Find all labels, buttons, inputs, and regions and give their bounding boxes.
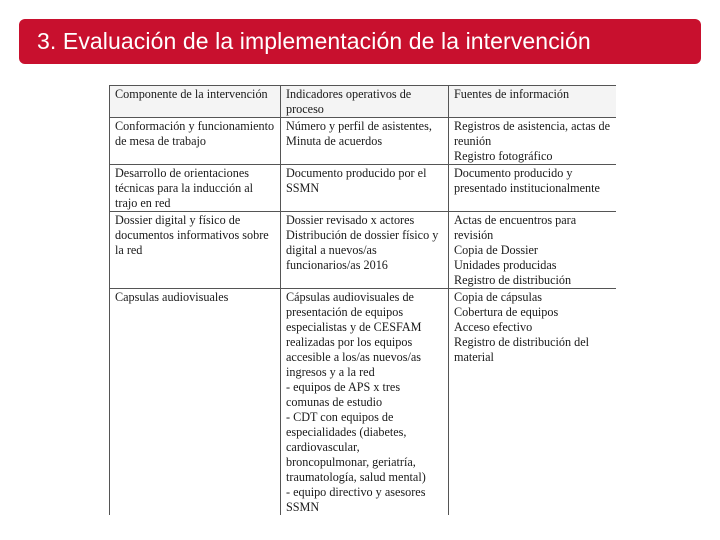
table-row	[110, 289, 617, 516]
slide-title: 3. Evaluación de la implementación de la intervención	[37, 28, 591, 54]
cell-component: Dossier digital y físico de documentos informativos sobre la red	[110, 212, 281, 289]
evaluation-table	[109, 85, 616, 515]
source-line: Registro de distribución	[454, 273, 572, 287]
slide-title-bar	[19, 19, 701, 64]
evaluation-table-container	[109, 85, 616, 515]
header-sources: Fuentes de información	[449, 86, 617, 118]
source-line: Unidades producidas	[454, 258, 557, 272]
indicator-line: - CDT con equipos de especialidades (diabetes, cardiovascular, broncopulmonar, geriatría, traumatología, salud mental)	[286, 410, 426, 484]
indicator-line: - equipos de APS x tres comunas de estudio	[286, 380, 401, 409]
cell-sources	[449, 289, 617, 516]
source-line: Documento producido y presentado institucionalmente	[454, 166, 600, 195]
cell-indicators	[281, 212, 449, 289]
cell-sources	[449, 165, 617, 212]
source-line: Actas de encuentros para revisión	[454, 213, 577, 242]
cell-component: Desarrollo de orientaciones técnicas para la inducción al trajo en red	[110, 165, 281, 212]
indicator-line: Distribución de dossier físico y digital a nuevos/as funcionarios/as 2016	[286, 228, 439, 272]
indicator-line: Minuta de acuerdos	[286, 134, 383, 148]
cell-indicators	[281, 118, 449, 165]
cell-component: Conformación y funcionamiento de mesa de trabajo	[110, 118, 281, 165]
cell-indicators	[281, 289, 449, 516]
source-line: Registro de distribución del material	[454, 335, 590, 364]
indicator-line: Número y perfil de asistentes,	[286, 119, 432, 133]
indicator-line: - equipo directivo y asesores SSMN	[286, 485, 426, 514]
table-row	[110, 118, 617, 165]
table-row	[110, 165, 617, 212]
header-component: Componente de la intervención	[110, 86, 281, 118]
source-line: Copia de cápsulas	[454, 290, 542, 304]
header-indicators: Indicadores operativos de proceso	[281, 86, 449, 118]
source-line: Cobertura de equipos	[454, 305, 559, 319]
indicator-line: Documento producido por el SSMN	[286, 166, 427, 195]
source-line: Copia de Dossier	[454, 243, 538, 257]
indicator-line: Cápsulas audiovisuales de presentación de equipos especialistas y de CESFAM realizadas por los equipos accesible a los/as nuevos/as ingresos y a la red	[286, 290, 422, 379]
cell-indicators	[281, 165, 449, 212]
table-row	[110, 212, 617, 289]
cell-sources	[449, 118, 617, 165]
cell-sources	[449, 212, 617, 289]
source-line: Registro fotográfico	[454, 149, 553, 163]
source-line: Acceso efectivo	[454, 320, 533, 334]
table-header-row	[110, 86, 617, 118]
source-line: Registros de asistencia, actas de reunión	[454, 119, 611, 148]
indicator-line: Dossier revisado x actores	[286, 213, 415, 227]
cell-component: Capsulas audiovisuales	[110, 289, 281, 516]
